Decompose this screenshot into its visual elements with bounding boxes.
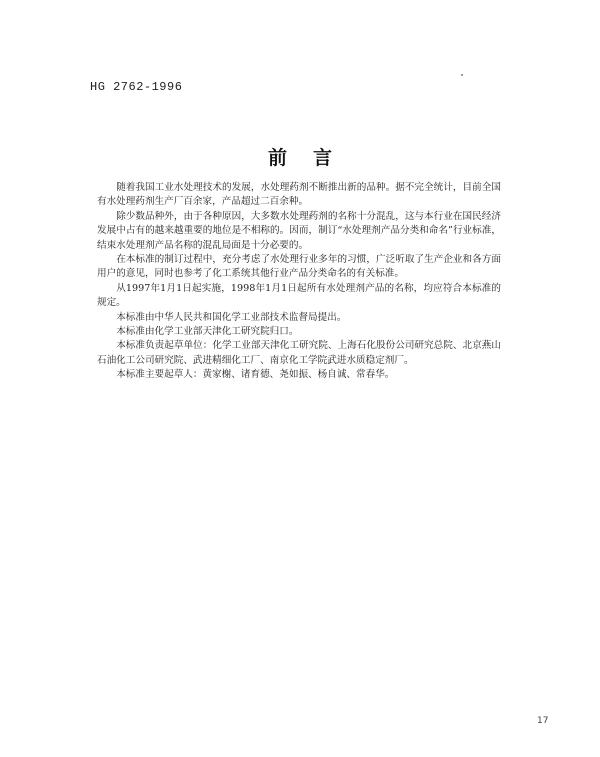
paragraph: 随着我国工业水处理技术的发展，水处理药剂不断推出新的品种。据不完全统计，目前全国有水处理药剂生产厂百余家，产品超过二百余种。 xyxy=(97,182,501,208)
paragraph: 从1997年1月1日起实施，1998年1月1日起所有水处理剂产品的名称，均应符合本标准的规定。 xyxy=(97,282,501,309)
paragraph: 本标准由化学工业部天津化工研究院归口。 xyxy=(116,326,299,338)
standard-code: HG 2762-1996 xyxy=(90,80,183,94)
page-title: 前言 xyxy=(267,147,358,169)
paragraph: 本标准由中华人民共和国化学工业部技术监督局提出。 xyxy=(116,311,347,323)
paragraph: 在本标准的制订过程中，充分考虑了水处理行业多年的习惯，广泛听取了生产企业和各方面用户的意见，同时也参考了化工系统其他行业产品分类命名的有关标准。 xyxy=(97,254,501,280)
paragraph: 除少数品种外，由于各种原因，大多数水处理药剂的名称十分混乱，这与本行业在国民经济发展中占有的越来越重要的地位是不相称的。因而，制订“水处理剂产品分类和命名”行业标准，结束水处理剂产品名称的混乱局面是十分必要的。 xyxy=(97,210,501,251)
scan-speck xyxy=(461,74,463,76)
paragraph: 本标准负责起草单位：化学工业部天津化工研究院、上海石化股份公司研究总院、北京燕山石油化工公司研究院、武进精细化工厂、南京化工学院武进水质稳定剂厂。 xyxy=(97,340,501,366)
page-number: 17 xyxy=(537,716,549,726)
preface-body xyxy=(97,181,501,383)
paragraph: 本标准主要起草人：黄家榭、诸育德、尧如振、杨自诚、常春华。 xyxy=(116,369,395,381)
